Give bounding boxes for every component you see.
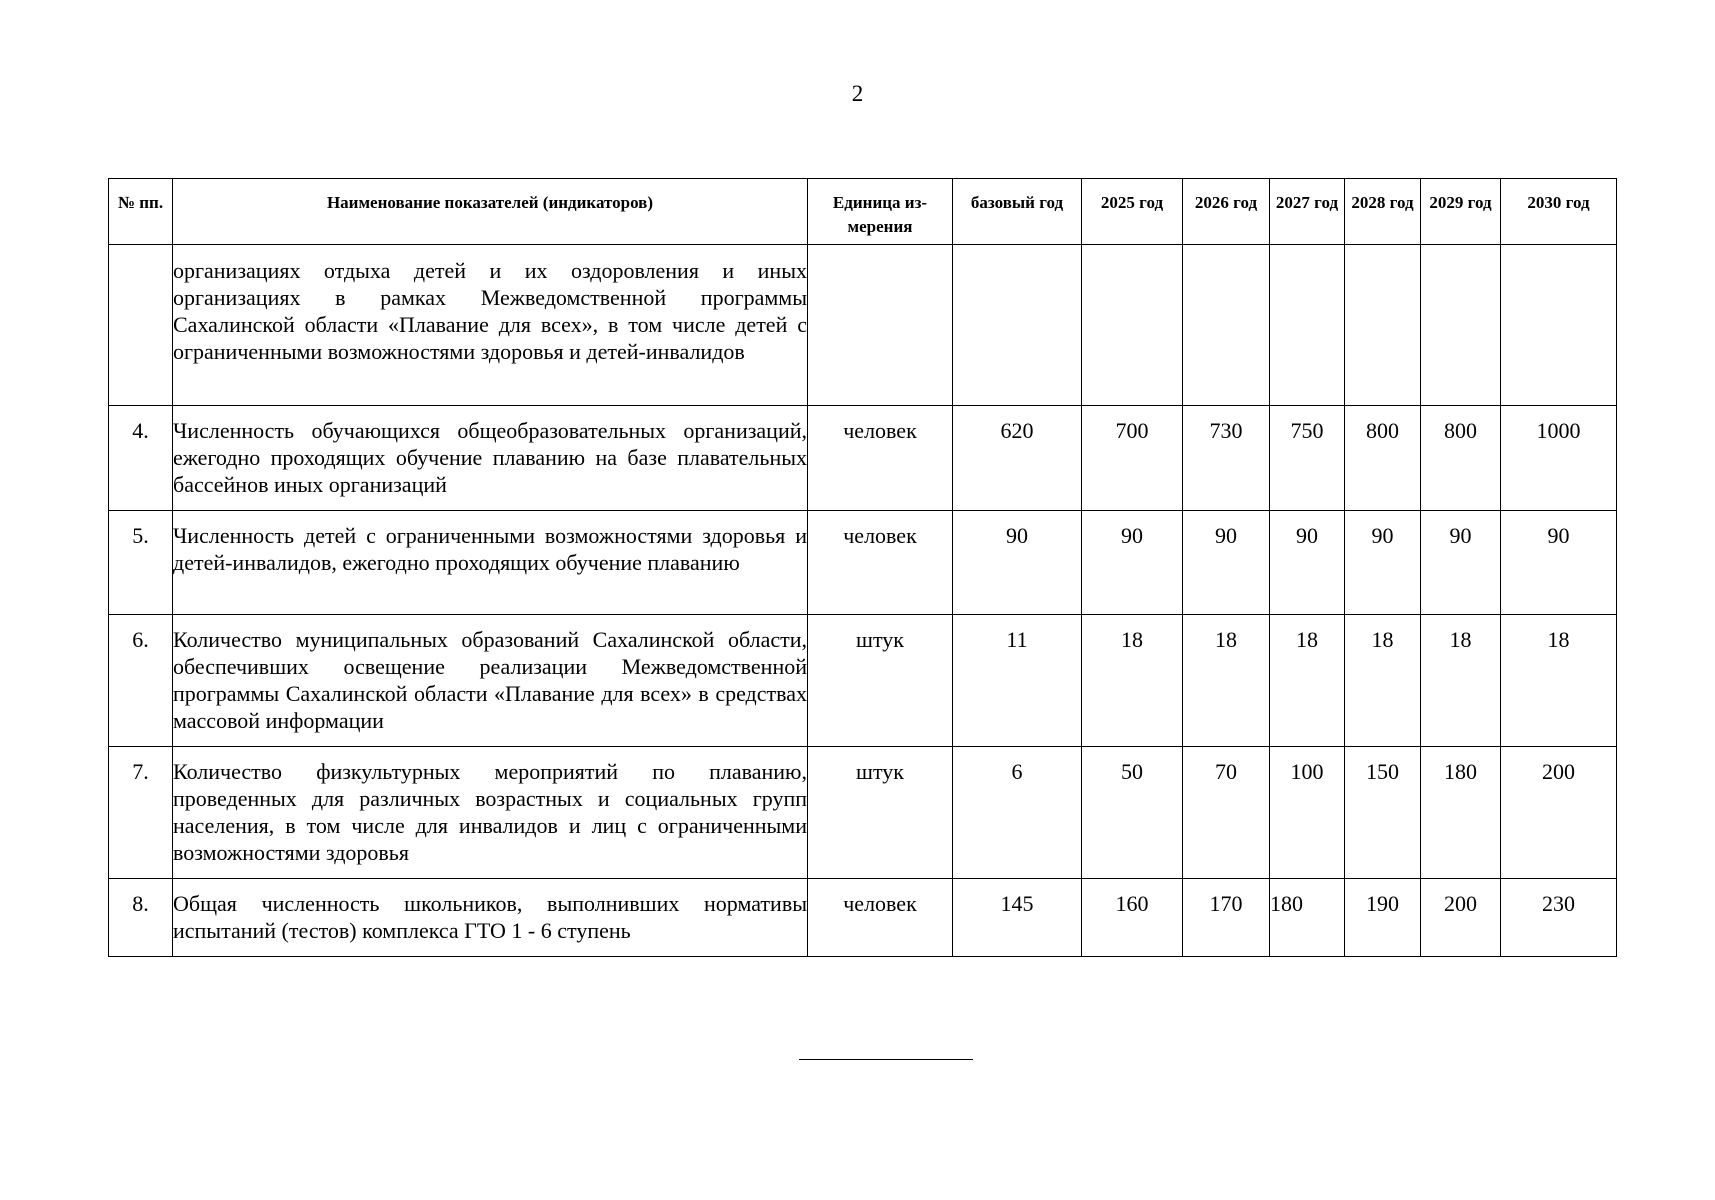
page-number: 2 <box>851 81 864 106</box>
row-value-2025: 700 <box>1082 406 1183 511</box>
row-value-2025: 50 <box>1082 747 1183 879</box>
row-value-2030: 1000 <box>1501 406 1617 511</box>
row-value-2027: 100 <box>1270 747 1345 879</box>
row-name: организациях отдыха детей и их оздоровления и иных организациях в рамках Межведомственной программы Сахалинской области «Плавание для всех», в том числе детей с ограниченными возможностями здоровья и детей-инвалидов <box>173 245 808 406</box>
row-value-2027: 180 <box>1270 879 1345 957</box>
row-value-2029: 90 <box>1421 511 1501 615</box>
row-num: 8. <box>109 879 173 957</box>
row-name: Количество физкультурных мероприятий по плаванию, проведенных для различных возрастных и социальных групп населения, в том числе для инвалидов и лиц с ограниченными возможностями здоровья <box>173 747 808 879</box>
row-num: 6. <box>109 615 173 747</box>
footer-rule <box>799 1059 973 1060</box>
row-unit: человек <box>808 511 953 615</box>
row-value-2028: 90 <box>1345 511 1421 615</box>
row-value-2030: 200 <box>1501 747 1617 879</box>
table-header-row <box>109 179 1617 245</box>
row-value-2030: 230 <box>1501 879 1617 957</box>
row-value <box>1082 245 1183 406</box>
row-value-2025: 90 <box>1082 511 1183 615</box>
row-value-base: 90 <box>953 511 1082 615</box>
header-name: Наименование показателей (индикаторов) <box>173 179 808 245</box>
table-row <box>109 511 1617 615</box>
row-value <box>1421 245 1501 406</box>
header-unit: Единица из- мерения <box>808 179 953 245</box>
row-name: Общая численность школьников, выполнивших нормативы испытаний (тестов) комплекса ГТО 1 - 6 ступень <box>173 879 808 957</box>
row-value-base: 145 <box>953 879 1082 957</box>
row-value-base: 11 <box>953 615 1082 747</box>
row-value-2028: 190 <box>1345 879 1421 957</box>
header-2029: 2029 год <box>1421 179 1501 245</box>
table-row <box>109 406 1617 511</box>
row-value-2027: 18 <box>1270 615 1345 747</box>
header-num: № пп. <box>109 179 173 245</box>
row-num: 7. <box>109 747 173 879</box>
row-value-2026: 170 <box>1183 879 1270 957</box>
indicators-table <box>108 178 1617 957</box>
header-2025: 2025 год <box>1082 179 1183 245</box>
row-name: Количество муниципальных образований Сахалинской области, обеспечивших освещение реализации Межведомственной программы Сахалинской области «Плавание для всех» в средствах массовой информации <box>173 615 808 747</box>
row-value-2027: 90 <box>1270 511 1345 615</box>
row-value-2030: 18 <box>1501 615 1617 747</box>
row-value-2029: 800 <box>1421 406 1501 511</box>
table-row <box>109 615 1617 747</box>
row-value-2025: 18 <box>1082 615 1183 747</box>
row-value-2028: 150 <box>1345 747 1421 879</box>
row-name: Численность детей с ограниченными возможностями здоровья и детей-инвалидов, ежегодно проходящих обучение плаванию <box>173 511 808 615</box>
row-value-2026: 730 <box>1183 406 1270 511</box>
row-value-base: 6 <box>953 747 1082 879</box>
row-value-2029: 200 <box>1421 879 1501 957</box>
row-value-2025: 160 <box>1082 879 1183 957</box>
header-2028: 2028 год <box>1345 179 1421 245</box>
row-unit: человек <box>808 879 953 957</box>
row-value-2026: 90 <box>1183 511 1270 615</box>
row-unit: штук <box>808 615 953 747</box>
row-value-2029: 180 <box>1421 747 1501 879</box>
row-value <box>1270 245 1345 406</box>
row-value <box>953 245 1082 406</box>
row-value-2026: 70 <box>1183 747 1270 879</box>
row-value-2030: 90 <box>1501 511 1617 615</box>
row-unit <box>808 245 953 406</box>
row-value-2027: 750 <box>1270 406 1345 511</box>
row-value <box>1183 245 1270 406</box>
row-value-base: 620 <box>953 406 1082 511</box>
row-value <box>1501 245 1617 406</box>
row-value-2028: 800 <box>1345 406 1421 511</box>
header-base-year: базовый год <box>953 179 1082 245</box>
row-value <box>1345 245 1421 406</box>
row-value-2026: 18 <box>1183 615 1270 747</box>
row-value-2028: 18 <box>1345 615 1421 747</box>
row-num: 5. <box>109 511 173 615</box>
row-value-2029: 18 <box>1421 615 1501 747</box>
header-2030: 2030 год <box>1501 179 1617 245</box>
row-unit: штук <box>808 747 953 879</box>
header-2026: 2026 год <box>1183 179 1270 245</box>
row-num: 4. <box>109 406 173 511</box>
row-unit: человек <box>808 406 953 511</box>
header-2027: 2027 год <box>1270 179 1345 245</box>
table-row <box>109 747 1617 879</box>
row-num <box>109 245 173 406</box>
table-row <box>109 879 1617 957</box>
table-row-continuation <box>109 245 1617 406</box>
row-name: Численность обучающихся общеобразовательных организаций, ежегодно проходящих обучение плаванию на базе плавательных бассейнов иных организаций <box>173 406 808 511</box>
